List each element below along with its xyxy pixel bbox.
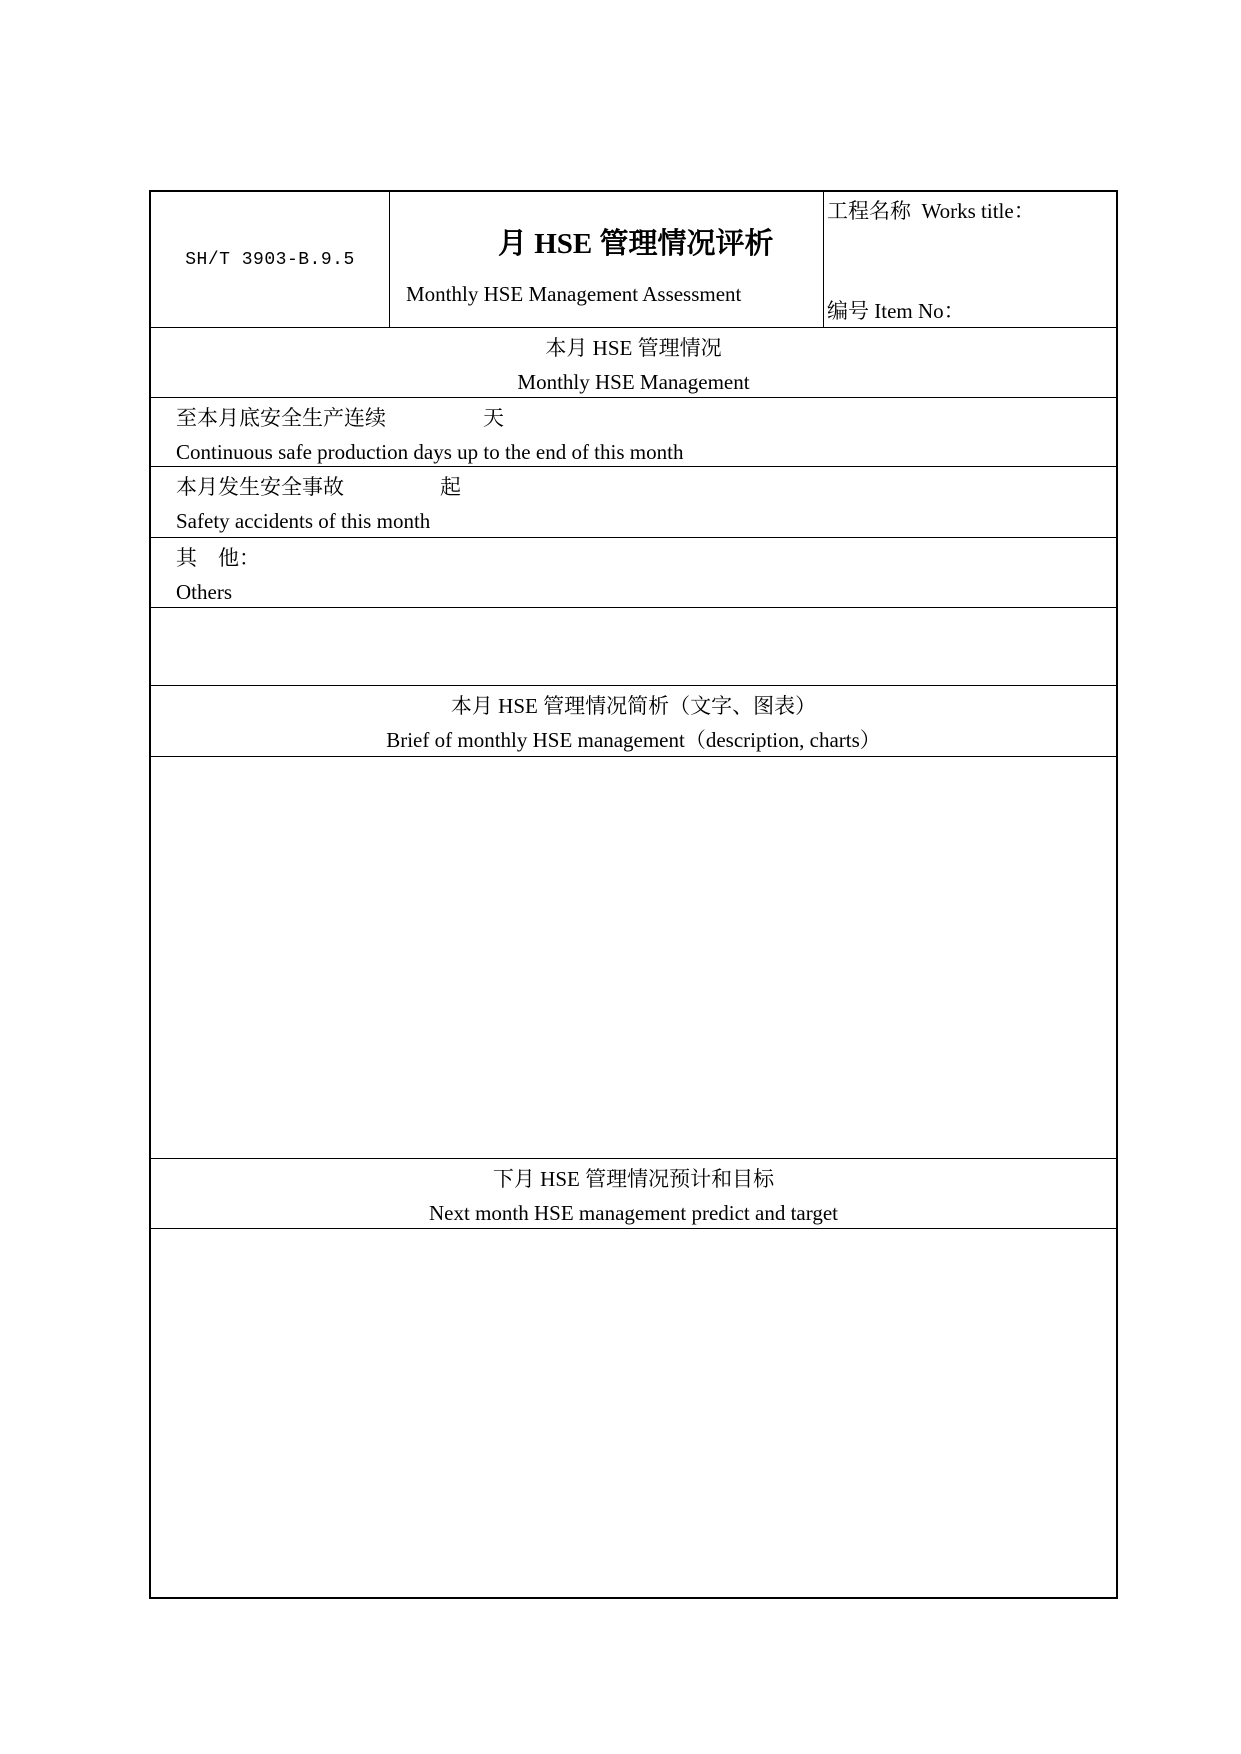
form-code-cell <box>151 192 390 327</box>
safe-days-label-cn: 至本月底安全生产连续 <box>176 406 386 430</box>
others-row <box>151 538 1116 608</box>
form-title-cell <box>390 192 824 327</box>
others-label-cn: 其 他： <box>176 546 260 570</box>
brief-content-row <box>151 757 1116 1159</box>
accidents-unit: 起 <box>440 475 461 499</box>
next-month-heading-row <box>151 1159 1116 1229</box>
brief-heading <box>151 686 1116 757</box>
form-code: SH/T 3903-B.9.5 <box>185 249 355 270</box>
safe-days-label <box>151 398 1116 469</box>
next-month-content-area <box>151 1229 1116 1597</box>
form-title-cn: 月 HSE 管理情况评析 <box>498 228 774 260</box>
others-label-en: Others <box>176 580 232 604</box>
next-month-content-row <box>151 1229 1116 1597</box>
brief-heading-cn: 本月 HSE 管理情况简析（文字、图表） <box>450 694 817 718</box>
safe-days-row <box>151 398 1116 467</box>
others-fill-row <box>151 608 1116 686</box>
form-header-row <box>151 192 1116 328</box>
others-fill-area <box>151 608 1116 685</box>
accidents-label-cn: 本月发生安全事故 <box>176 475 344 499</box>
project-info-cell <box>824 192 1116 327</box>
accidents-label-en: Safety accidents of this month <box>176 509 431 533</box>
monthly-management-heading-en: Monthly HSE Management <box>517 370 750 394</box>
others-label <box>151 538 1116 609</box>
form-title-en: Monthly HSE Management Assessment <box>406 282 742 306</box>
safe-days-label-en: Continuous safe production days up to the end of this month <box>176 440 684 464</box>
next-month-heading-en: Next month HSE management predict and target <box>429 1201 838 1225</box>
item-no-label: 编号 Item No： <box>827 299 965 323</box>
next-month-heading <box>151 1159 1116 1230</box>
monthly-management-heading-cn: 本月 HSE 管理情况 <box>545 336 722 360</box>
accidents-row <box>151 467 1116 538</box>
brief-heading-row <box>151 686 1116 757</box>
accidents-label <box>151 467 1116 538</box>
brief-heading-en: Brief of monthly HSE management（description, charts） <box>386 728 881 752</box>
brief-content-area <box>151 757 1116 1158</box>
monthly-management-heading <box>151 328 1116 399</box>
next-month-heading-cn: 下月 HSE 管理情况预计和目标 <box>492 1167 775 1191</box>
hse-assessment-form <box>149 190 1118 1599</box>
monthly-management-heading-row <box>151 328 1116 398</box>
works-title-label: 工程名称 Works title： <box>827 199 1035 223</box>
safe-days-unit: 天 <box>483 406 504 430</box>
